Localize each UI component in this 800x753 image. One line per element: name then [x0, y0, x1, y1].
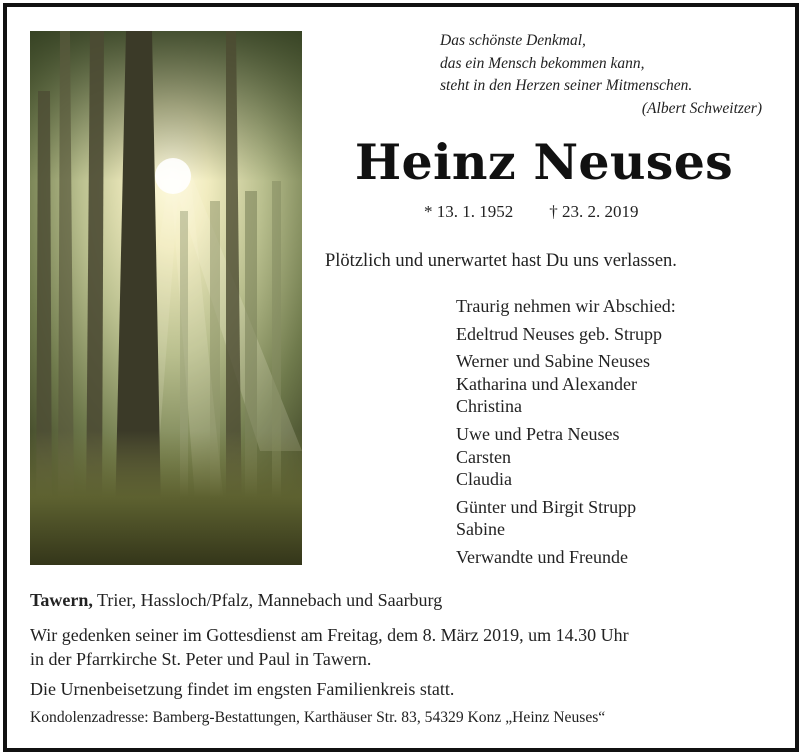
epigraph-quote	[440, 30, 764, 120]
quote-line: Das schönste Denkmal,	[440, 32, 586, 49]
life-dates	[424, 202, 639, 222]
mourner-line: Sabine	[456, 519, 505, 540]
mourner-line: Uwe und Petra Neuses	[456, 423, 620, 444]
mourner-line: Carsten	[456, 446, 511, 467]
service-line: Wir gedenken seiner im Gottesdienst am Freitag, dem 8. März 2019, um 14.30 Uhr	[30, 625, 629, 645]
mourner-line: Werner und Sabine Neuses	[456, 351, 650, 372]
places-line	[30, 590, 442, 611]
forest-illustration	[30, 31, 302, 565]
service-line: in der Pfarrkirche St. Peter und Paul in Tawern.	[30, 649, 372, 669]
quote-line: steht in den Herzen seiner Mitmenschen.	[440, 77, 693, 94]
quote-author: (Albert Schweitzer)	[641, 99, 762, 117]
mourner-line: Christina	[456, 396, 522, 417]
urn-burial-note: Die Urnenbeisetzung findet im engsten Familienkreis statt.	[30, 679, 455, 699]
farewell-message: Plötzlich und unerwartet hast Du uns verlassen.	[325, 251, 677, 271]
death-date: † 23. 2. 2019	[549, 202, 639, 221]
main-place: Tawern,	[30, 590, 93, 610]
forest-sunlight-image	[30, 31, 302, 565]
mourner-line: Verwandte und Freunde	[456, 546, 628, 567]
mourners-intro: Traurig nehmen wir Abschied:	[456, 296, 676, 316]
quote-line: das ein Mensch bekommen kann,	[440, 54, 645, 72]
mourner-line: Edeltrud Neuses geb. Strupp	[456, 323, 662, 344]
mourner-line: Claudia	[456, 469, 512, 490]
birth-date: * 13. 1. 1952	[424, 202, 514, 221]
condolence-address: Kondolenzadresse: Bamberg-Bestattungen, Karthäuser Str. 83, 54329 Konz „Heinz Neuses“	[30, 709, 606, 726]
mourner-line: Katharina und Alexander	[456, 373, 637, 394]
mourner-line: Günter und Birgit Strupp	[456, 496, 637, 517]
memorial-service	[30, 623, 629, 671]
deceased-name: Heinz Neuses	[354, 133, 734, 191]
mourners-list	[456, 295, 676, 569]
other-places: Trier, Hassloch/Pfalz, Mannebach und Saarburg	[92, 590, 443, 610]
